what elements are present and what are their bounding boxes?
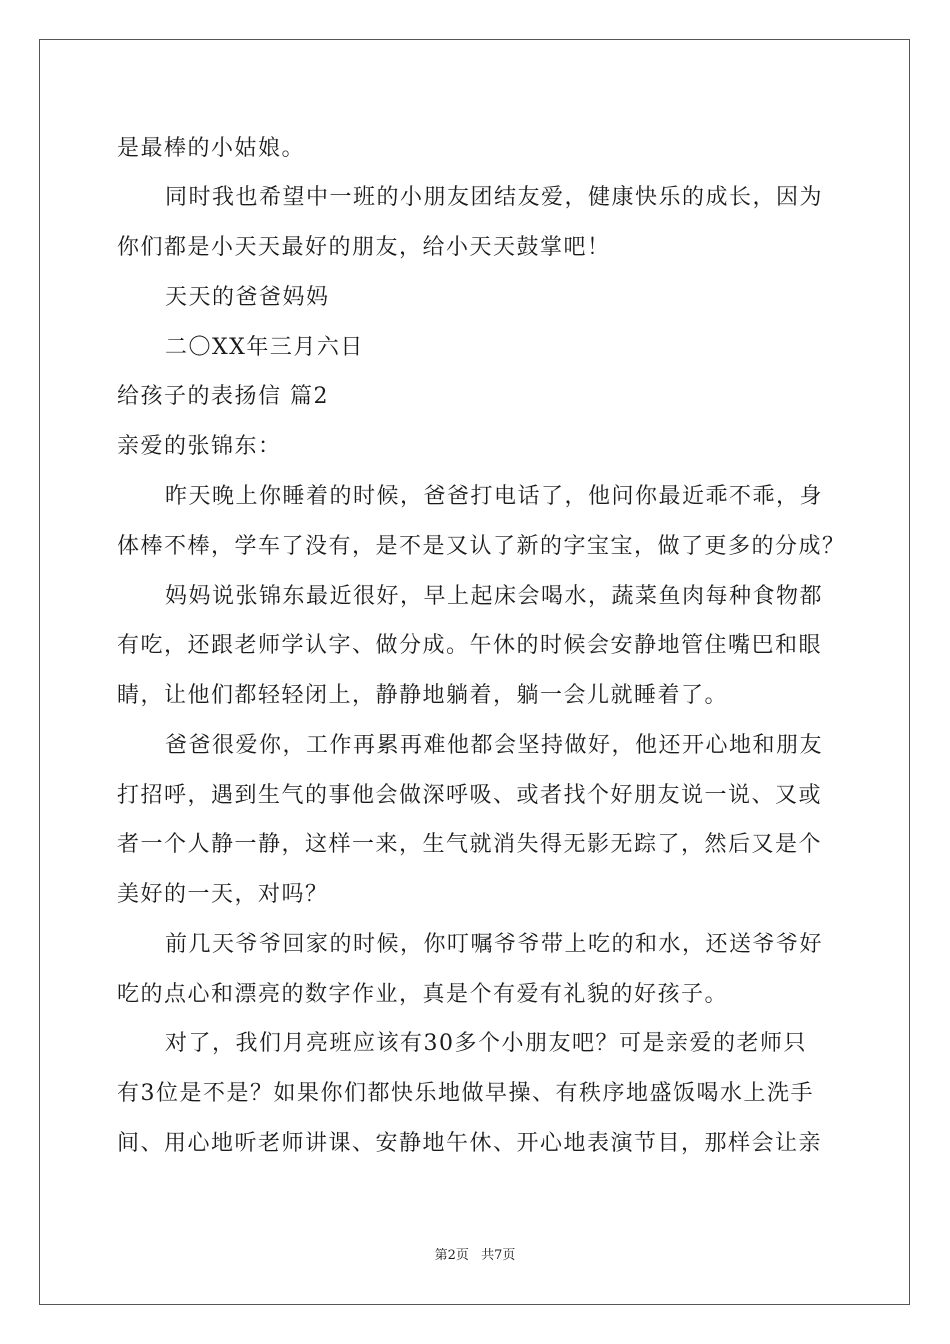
signature-line: 天天的爸爸妈妈 [165,285,330,310]
salutation: 亲爱的张锦东： [117,434,282,459]
page-footer [0,1247,950,1265]
text-line: 有3位是不是？如果你们都快乐地做早操、有秩序地盛饭喝水上洗手 [117,1081,814,1106]
text-line: 睛，让他们都轻轻闭上，静静地躺着，躺一会儿就睡着了。 [117,683,729,708]
page-total: 共7页 [481,1248,516,1263]
text-line: 有吃，还跟老师学认字、做分成。午休的时候会安静地管住嘴巴和眼 [117,633,823,658]
page-number: 第2页 [434,1248,469,1263]
text-line: 者一个人静一静，这样一来，生气就消失得无影无踪了，然后又是个 [117,832,823,857]
paragraph-line: 妈妈说张锦东最近很好，早上起床会喝水，蔬菜鱼肉每种食物都 [165,584,824,609]
page-border [39,39,910,1305]
paragraph-line: 爸爸很爱你，工作再累再难他都会坚持做好，他还开心地和朋友 [165,733,824,758]
text-line: 你们都是小天天最好的朋友，给小天天鼓掌吧！ [117,235,611,260]
text-line: 吃的点心和漂亮的数字作业，真是个有爱有礼貌的好孩子。 [117,982,729,1007]
paragraph-line: 同时我也希望中一班的小朋友团结友爱，健康快乐的成长，因为 [165,185,824,210]
text-line: 是最棒的小姑娘。 [117,136,306,161]
text-line: 打招呼，遇到生气的事他会做深呼吸、或者找个好朋友说一说、又或 [117,783,823,808]
section-heading: 给孩子的表扬信 篇2 [117,384,329,409]
paragraph-line: 前几天爷爷回家的时候，你叮嘱爷爷带上吃的和水，还送爷爷好 [165,932,824,957]
paragraph-line: 昨天晚上你睡着的时候，爸爸打电话了，他问你最近乖不乖，身 [165,484,824,509]
text-line: 美好的一天，对吗？ [117,882,329,907]
date-line: 二〇XX年三月六日 [165,335,364,360]
text-line: 体棒不棒，学车了没有，是不是又认了新的字宝宝，做了更多的分成？ [117,534,846,559]
paragraph-line: 对了，我们月亮班应该有30多个小朋友吧？可是亲爱的老师只 [165,1031,807,1056]
text-line: 间、用心地听老师讲课、安静地午休、开心地表演节目，那样会让亲 [117,1131,823,1156]
